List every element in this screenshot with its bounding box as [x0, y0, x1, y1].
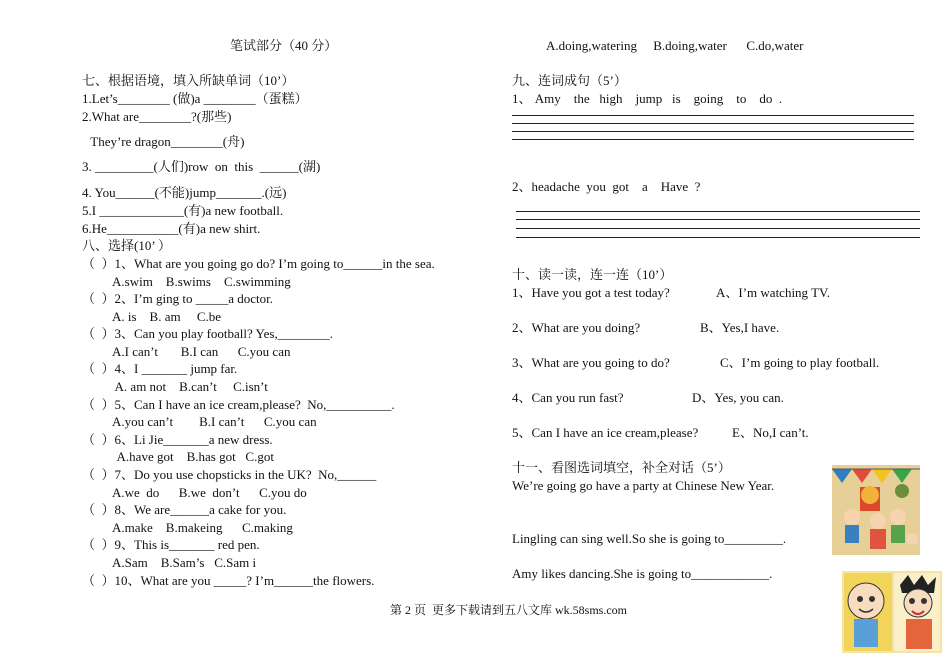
section8-q8: （ ）8、We are______a cake for you.: [82, 502, 287, 517]
section8-q7-options: A.we do B.we don’t C.you do: [112, 485, 307, 500]
section8-q3-options: A.I can’t B.I can C.you can: [112, 344, 291, 359]
match-answer: C、I’m going to play football.: [720, 355, 880, 370]
section7-q4: 4. You______(不能)jump_______.(远): [82, 185, 287, 200]
section8-q6-options: A.have got B.has got C.got: [114, 449, 274, 464]
section9-q1: 1、 Amy the high jump is going to do .: [512, 91, 783, 106]
section8-q2-options: A. is B. am C.be: [112, 309, 222, 324]
answer-line[interactable]: [516, 228, 920, 229]
match-question: 2、What are you doing?: [512, 320, 641, 335]
match-answer: D、Yes, you can.: [692, 390, 784, 405]
section8-q6: （ ）6、Li Jie_______a new dress.: [82, 432, 273, 447]
section8-q7: （ ）7、Do you use chopsticks in the UK? No,______: [82, 467, 377, 482]
section11-line3: Amy likes dancing.She is going to____________.: [512, 566, 773, 581]
match-answer: B、Yes,I have.: [700, 320, 780, 335]
section7-q2b: They’re dragon________(舟): [84, 134, 245, 149]
match-question: 5、Can I have an ice cream,please?: [512, 425, 699, 440]
answer-line[interactable]: [512, 131, 914, 132]
answer-line[interactable]: [512, 123, 914, 124]
section8-q4: （ ）4、I _______ jump far.: [82, 361, 238, 376]
section11-title: 十一、看图选词填空，补全对话（5’）: [512, 460, 731, 475]
section8-q9-options: A.Sam B.Sam’s C.Sam i: [112, 555, 257, 570]
left-page-title: 笔试部分（40 分）: [230, 38, 338, 53]
section8-q10: （ ）10、What are you _____? I’m______the flowers.: [82, 573, 375, 588]
answer-line[interactable]: [516, 211, 920, 212]
section8-q2: （ ）2、I’m ging to _____a doctor.: [82, 291, 274, 306]
match-answer: E、No,I can’t.: [732, 425, 809, 440]
right-top-options: A.doing,watering B.doing,water C.do,water: [546, 38, 804, 53]
page-footer: 第 2 页 更多下载请到五八文库 wk.58sms.com: [390, 603, 628, 617]
answer-line[interactable]: [512, 139, 914, 140]
section7-q2: 2.What are________?(那些): [82, 109, 232, 124]
match-question: 1、Have you got a test today?: [512, 285, 670, 300]
section8-q1-options: A.swim B.swims C.swimming: [112, 274, 291, 289]
section7-q3: 3. _________(人们)row on this ______(湖): [82, 159, 321, 174]
party-scene-illustration: [832, 465, 920, 555]
match-question: 3、What are you going to do?: [512, 355, 670, 370]
section7-q1: 1.Let’s________ (做)a ________（蛋糕）: [82, 91, 308, 106]
section7-title: 七、根据语境，填入所缺单词（10’）: [82, 73, 295, 88]
section8-q3: （ ）3、Can you play football? Yes,________.: [82, 326, 333, 341]
section11-line1: We’re going go have a party at Chinese New Year.: [512, 478, 775, 493]
section8-q8-options: A.make B.makeing C.making: [112, 520, 293, 535]
section11-line2: Lingling can sing well.So she is going to_________.: [512, 531, 787, 546]
section8-q9: （ ）9、This is_______ red pen.: [82, 537, 260, 552]
section9-q2: 2、headache you got a Have ?: [512, 179, 701, 194]
section9-title: 九、连词成句（5’）: [512, 73, 627, 88]
section8-q1: （ ）1、What are you going go do? I’m going to______in the sea.: [82, 256, 435, 271]
answer-line[interactable]: [512, 115, 914, 116]
section8-title: 八、选择(10’ ）: [82, 238, 171, 253]
answer-line[interactable]: [516, 219, 920, 220]
section7-q5: 5.I _____________(有)a new football.: [82, 203, 284, 218]
cartoon-kids-illustration: [842, 571, 942, 653]
section8-q4-options: A. am not B.can’t C.isn’t: [112, 379, 268, 394]
answer-line[interactable]: [516, 237, 920, 238]
section7-q6: 6.He___________(有)a new shirt.: [82, 221, 261, 236]
section10-title: 十、读一读，连一连（10’）: [512, 267, 673, 282]
section8-q5-options: A.you can’t B.I can’t C.you can: [112, 414, 317, 429]
section8-q5: （ ）5、Can I have an ice cream,please? No,__________.: [82, 397, 395, 412]
match-question: 4、Can you run fast?: [512, 390, 624, 405]
match-answer: A、I’m watching TV.: [716, 285, 830, 300]
